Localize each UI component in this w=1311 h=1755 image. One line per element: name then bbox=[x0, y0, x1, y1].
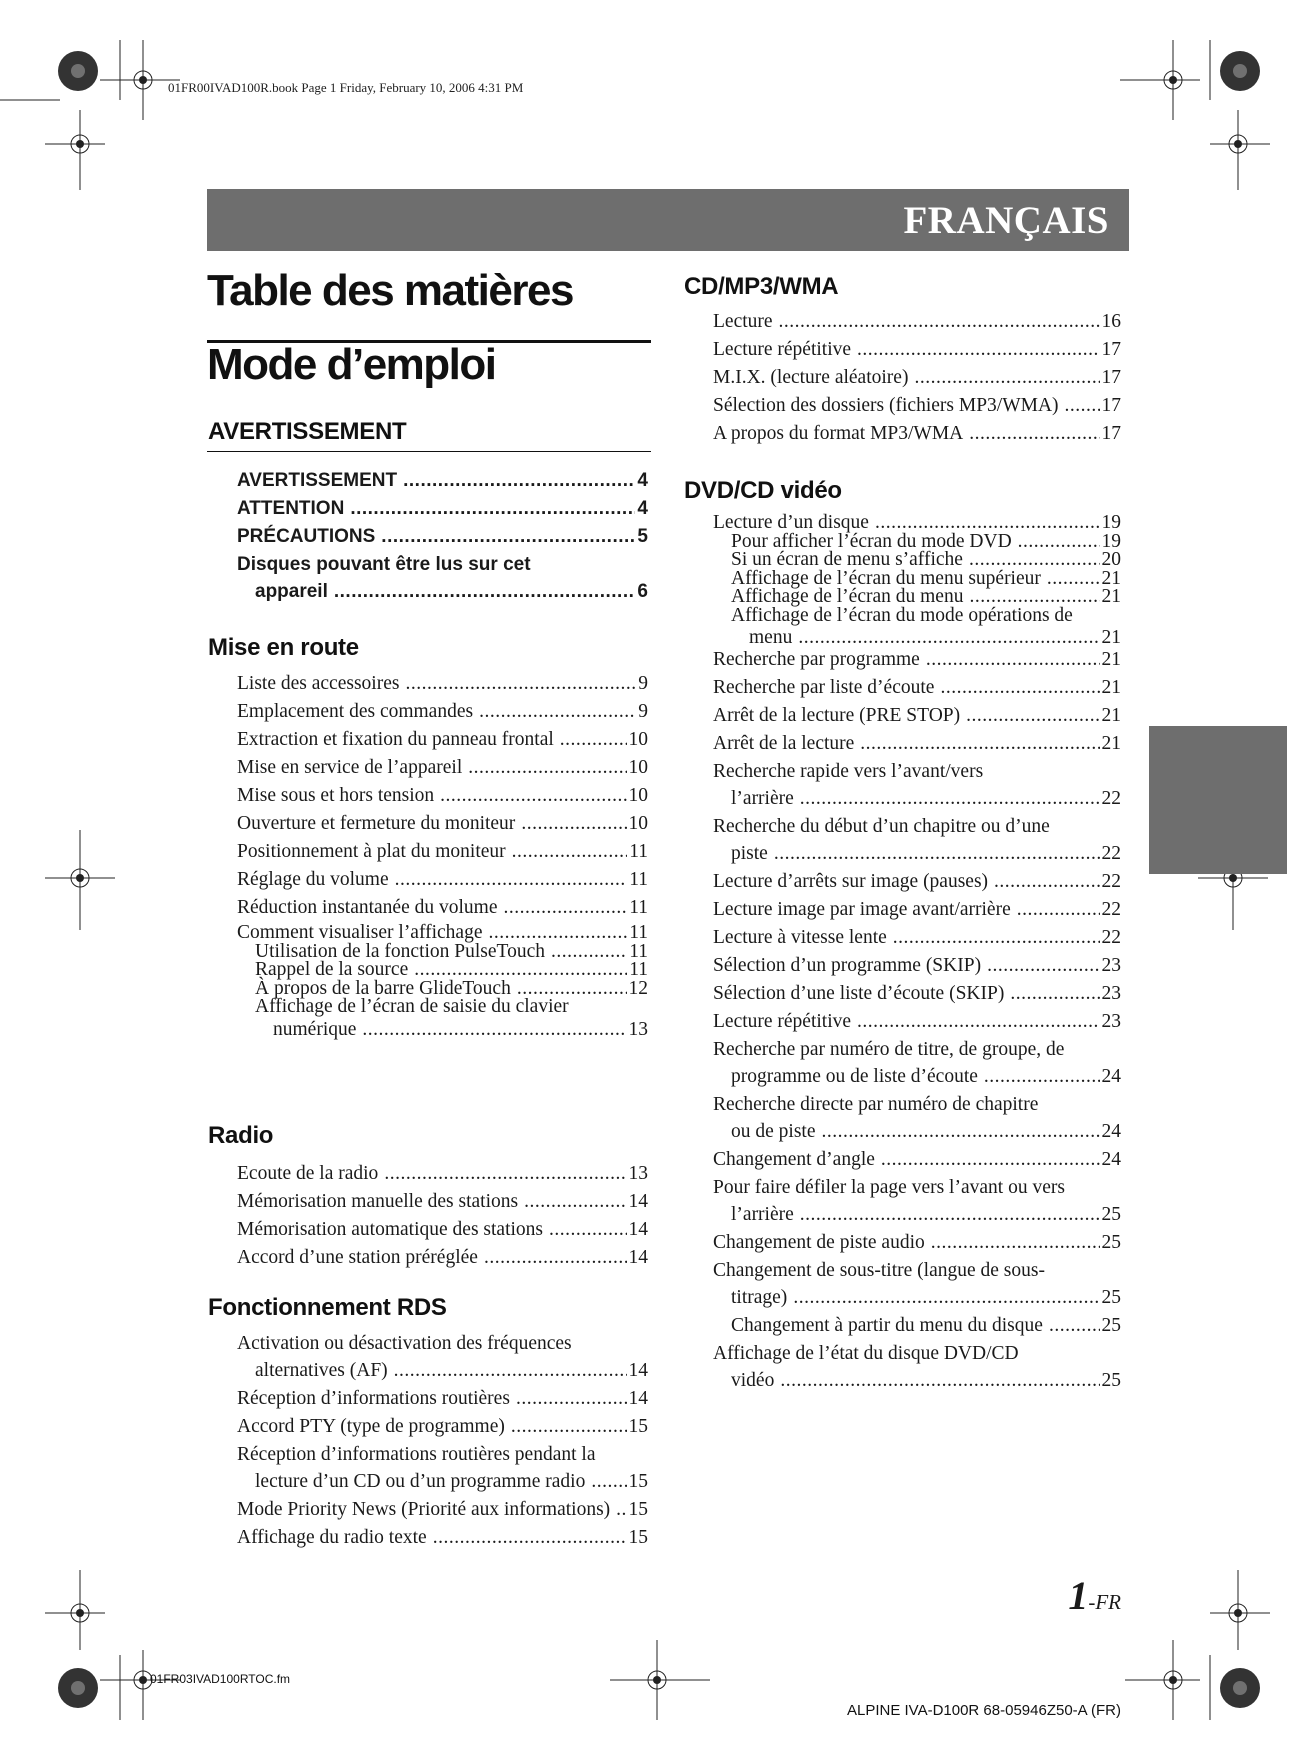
dot-leader bbox=[440, 782, 626, 809]
toc-page-number: 21 bbox=[1101, 732, 1121, 754]
toc-entry-label: Sélection des dossiers (fichiers MP3/WMA) bbox=[713, 395, 1059, 416]
section-heading-rds: Fonctionnement RDS bbox=[208, 1294, 447, 1321]
toc-entry-label: Pour faire défiler la page vers l’avant ou vers bbox=[713, 1176, 1065, 1198]
toc-page-number: 21 bbox=[1101, 586, 1121, 607]
toc-entry-label-cont: menu bbox=[749, 627, 793, 648]
toc-entry[interactable] bbox=[713, 308, 1121, 335]
toc-entry-label: Rappel de la source bbox=[255, 959, 409, 980]
dot-leader bbox=[394, 1357, 627, 1384]
toc-entry-label-cont: alternatives (AF) bbox=[255, 1360, 388, 1381]
toc-entry[interactable] bbox=[237, 1216, 648, 1243]
toc-page-number: 13 bbox=[628, 1018, 648, 1040]
toc-page-number: 21 bbox=[1101, 704, 1121, 726]
toc-entry-label: Changement de sous-titre (langue de sous- bbox=[713, 1259, 1045, 1281]
dot-leader bbox=[914, 364, 1099, 391]
toc-page-number: 11 bbox=[629, 869, 648, 890]
toc-page-number: 5 bbox=[637, 526, 648, 547]
page-subtitle: Mode d’emploi bbox=[207, 340, 496, 389]
dot-leader bbox=[433, 1524, 627, 1551]
toc-entry[interactable] bbox=[237, 1385, 648, 1412]
toc-page-number: 11 bbox=[629, 897, 648, 918]
toc-page-number: 17 bbox=[1101, 367, 1121, 388]
toc-entry-label-cont: lecture d’un CD ou d’un programme radio bbox=[255, 1471, 586, 1492]
banner-text: FRANÇAIS bbox=[903, 198, 1109, 242]
toc-entry[interactable] bbox=[713, 813, 1121, 867]
toc-page-number: 22 bbox=[1101, 787, 1121, 809]
toc-entry[interactable] bbox=[237, 1160, 648, 1187]
toc-entry[interactable] bbox=[713, 674, 1121, 701]
language-banner bbox=[207, 189, 1129, 251]
dot-leader bbox=[893, 924, 1100, 951]
toc-page-number: 14 bbox=[628, 1219, 648, 1240]
toc-entry-label-cont: l’arrière bbox=[731, 787, 794, 809]
toc-page-number: 20 bbox=[1101, 549, 1121, 570]
toc-page-number: 25 bbox=[1101, 1231, 1121, 1253]
print-footer: 01FR03IVAD100RTOC.fm bbox=[150, 1672, 291, 1686]
dot-leader bbox=[800, 1201, 1100, 1228]
toc-entry-label: Extraction et fixation du panneau frontal bbox=[237, 729, 554, 750]
section-heading-mise-en-route: Mise en route bbox=[208, 634, 359, 661]
toc-entry-label: Mise sous et hors tension bbox=[237, 785, 435, 806]
toc-entry-label: Réglage du volume bbox=[237, 869, 389, 890]
dot-leader bbox=[521, 810, 626, 837]
toc-entry[interactable] bbox=[237, 523, 648, 550]
toc-page-number: 22 bbox=[1101, 898, 1121, 920]
model-code: ALPINE IVA-D100R 68-05946Z50-A (FR) bbox=[846, 1702, 1121, 1719]
toc-entry-label-cont: l’arrière bbox=[731, 1203, 794, 1225]
toc-entry-label: Emplacement des commandes bbox=[237, 701, 474, 722]
toc-entry-label: Lecture d’arrêts sur image (pauses) bbox=[713, 870, 989, 892]
toc-entry[interactable] bbox=[713, 605, 1121, 650]
toc-entry[interactable] bbox=[237, 1441, 648, 1495]
toc-entry-label: Affichage de l’écran du mode opérations de bbox=[731, 604, 1073, 626]
toc-entry-label: Si un écran de menu s’affiche bbox=[731, 549, 963, 570]
toc-entry[interactable] bbox=[237, 467, 648, 494]
page-suffix: -FR bbox=[1088, 1590, 1121, 1614]
toc-page-number: 24 bbox=[1101, 1065, 1121, 1087]
toc-entry[interactable] bbox=[713, 1312, 1121, 1339]
toc-page-number: 21 bbox=[1101, 676, 1121, 698]
dot-leader bbox=[931, 1229, 1100, 1256]
toc-entry-label: Réduction instantanée du volume bbox=[237, 897, 498, 918]
toc-entry-label: AVERTISSEMENT bbox=[237, 470, 398, 491]
dot-leader bbox=[1065, 392, 1100, 419]
toc-entry-label: Lecture répétitive bbox=[713, 1010, 852, 1032]
toc-entry[interactable] bbox=[713, 730, 1121, 757]
toc-page-number: 10 bbox=[628, 785, 648, 806]
toc-page-number: 11 bbox=[629, 841, 648, 862]
toc-entry-label-cont: appareil bbox=[255, 581, 328, 602]
toc-page-number: 11 bbox=[629, 940, 648, 962]
toc-entry[interactable] bbox=[237, 1496, 648, 1523]
toc-entry[interactable] bbox=[237, 1188, 648, 1215]
toc-entry-label: À propos de la barre GlideTouch bbox=[255, 977, 511, 999]
toc-entry[interactable] bbox=[713, 1229, 1121, 1256]
dot-leader bbox=[1017, 896, 1100, 923]
toc-list-avertissement bbox=[237, 467, 648, 606]
toc-page-number: 23 bbox=[1101, 982, 1121, 1004]
dot-leader bbox=[591, 1468, 626, 1495]
toc-page-number: 17 bbox=[1101, 339, 1121, 360]
toc-page-number: 25 bbox=[1101, 1314, 1121, 1336]
toc-entry-label-cont: piste bbox=[731, 842, 768, 864]
toc-page-number: 10 bbox=[628, 729, 648, 750]
toc-page-number: 17 bbox=[1101, 423, 1121, 444]
toc-entry[interactable] bbox=[237, 996, 648, 1041]
dot-leader bbox=[857, 1008, 1099, 1035]
dot-leader bbox=[479, 698, 636, 725]
toc-entry-label: PRÉCAUTIONS bbox=[237, 526, 376, 547]
toc-entry-label: Réception d’informations routières bbox=[237, 1388, 510, 1409]
toc-page-number: 25 bbox=[1101, 1286, 1121, 1308]
toc-entry-label: ATTENTION bbox=[237, 498, 345, 519]
dot-leader bbox=[966, 702, 1099, 729]
toc-entry[interactable] bbox=[713, 646, 1121, 673]
dot-leader bbox=[994, 868, 1099, 895]
toc-entry[interactable] bbox=[713, 868, 1121, 895]
toc-entry[interactable] bbox=[237, 810, 648, 837]
toc-entry[interactable] bbox=[713, 1174, 1121, 1228]
toc-entry[interactable] bbox=[713, 1036, 1121, 1090]
toc-list-cd bbox=[713, 308, 1121, 448]
toc-entry-label: Recherche rapide vers l’avant/vers bbox=[713, 760, 984, 782]
toc-page-number: 4 bbox=[637, 498, 648, 519]
toc-entry-label: Liste des accessoires bbox=[237, 673, 400, 694]
toc-entry-label: Affichage de l’écran du menu bbox=[731, 586, 964, 607]
toc-entry-label: Arrêt de la lecture bbox=[713, 732, 855, 754]
toc-entry-label: Pour afficher l’écran du mode DVD bbox=[731, 530, 1012, 552]
side-tab bbox=[1149, 726, 1287, 874]
toc-entry[interactable] bbox=[713, 896, 1121, 923]
dot-leader bbox=[511, 1413, 627, 1440]
toc-entry[interactable] bbox=[237, 782, 648, 809]
dot-leader bbox=[860, 730, 1099, 757]
section-heading-avertissement: AVERTISSEMENT bbox=[208, 418, 407, 445]
toc-entry-label: Ouverture et fermeture du moniteur bbox=[237, 813, 516, 834]
page-number: 1 bbox=[1068, 1573, 1089, 1618]
toc-entry[interactable] bbox=[713, 1146, 1121, 1173]
toc-entry-label: Mémorisation automatique des stations bbox=[237, 1219, 543, 1240]
toc-page-number: 19 bbox=[1101, 512, 1121, 533]
toc-entry-label-cont: numérique bbox=[273, 1018, 357, 1040]
toc-entry[interactable] bbox=[713, 392, 1121, 419]
toc-page-number: 21 bbox=[1101, 567, 1121, 589]
toc-entry[interactable] bbox=[237, 726, 648, 753]
toc-entry[interactable] bbox=[237, 866, 648, 893]
toc-list-dvd bbox=[713, 512, 1121, 1395]
dot-leader bbox=[395, 866, 628, 893]
toc-entry-label-cont: ou de piste bbox=[731, 1120, 816, 1142]
dot-leader bbox=[384, 1160, 626, 1187]
toc-entry-label: Recherche par programme bbox=[713, 648, 920, 670]
toc-entry-label: Sélection d’une liste d’écoute (SKIP) bbox=[713, 982, 1005, 1004]
toc-entry-label: Changement d’angle bbox=[713, 1148, 875, 1170]
dot-leader bbox=[926, 646, 1100, 673]
toc-entry-label: Accord PTY (type de programme) bbox=[237, 1416, 505, 1437]
toc-page-number: 15 bbox=[628, 1471, 648, 1492]
toc-page-number: 19 bbox=[1101, 530, 1121, 552]
toc-entry-label: Ecoute de la radio bbox=[237, 1163, 379, 1184]
toc-page-number: 24 bbox=[1101, 1120, 1121, 1142]
toc-page-number: 22 bbox=[1101, 870, 1121, 892]
toc-entry-label: M.I.X. (lecture aléatoire) bbox=[713, 367, 909, 388]
toc-entry[interactable] bbox=[713, 1008, 1121, 1035]
dot-leader bbox=[516, 1385, 627, 1412]
toc-page-number: 22 bbox=[1101, 926, 1121, 948]
toc-page-number: 14 bbox=[628, 1247, 648, 1268]
toc-page-number: 21 bbox=[1101, 648, 1121, 670]
toc-page-number: 16 bbox=[1101, 311, 1121, 332]
toc-page-number: 25 bbox=[1101, 1369, 1121, 1391]
toc-entry[interactable] bbox=[237, 1330, 648, 1384]
toc-page-number: 14 bbox=[628, 1191, 648, 1212]
toc-page-number: 14 bbox=[628, 1360, 648, 1381]
toc-page-number: 11 bbox=[629, 922, 648, 943]
toc-page-number: 24 bbox=[1101, 1148, 1121, 1170]
page-title: Table des matières bbox=[207, 266, 573, 315]
toc-entry-label-cont: titrage) bbox=[731, 1286, 788, 1308]
toc-list-mise-en-route bbox=[237, 670, 648, 1040]
section-rule bbox=[207, 451, 651, 452]
toc-entry[interactable] bbox=[713, 924, 1121, 951]
toc-list-rds bbox=[237, 1330, 648, 1552]
dot-leader bbox=[484, 1244, 627, 1271]
dot-leader bbox=[560, 726, 627, 753]
toc-entry-label: Recherche par liste d’écoute bbox=[713, 676, 935, 698]
toc-page-number: 21 bbox=[1101, 627, 1121, 648]
toc-entry[interactable] bbox=[713, 980, 1121, 1007]
toc-page-number: 17 bbox=[1101, 395, 1121, 416]
dot-leader bbox=[503, 894, 627, 921]
toc-page-number: 15 bbox=[628, 1416, 648, 1437]
dot-leader bbox=[984, 1063, 1100, 1090]
dot-leader bbox=[549, 1216, 627, 1243]
toc-entry-label: Affichage de l’écran de saisie du clavier bbox=[255, 996, 569, 1017]
toc-entry-label: Accord d’une station préréglée bbox=[237, 1247, 478, 1268]
toc-entry-label: Recherche du début d’un chapitre ou d’une bbox=[713, 815, 1050, 837]
toc-entry-label: Mémorisation manuelle des stations bbox=[237, 1191, 519, 1212]
toc-entry-label: Disques pouvant être lus sur cet bbox=[237, 554, 531, 575]
dot-leader bbox=[1049, 1312, 1100, 1339]
toc-entry-label: Lecture à vitesse lente bbox=[713, 926, 887, 948]
toc-entry[interactable] bbox=[237, 670, 648, 697]
dot-leader bbox=[468, 754, 626, 781]
page-number-block bbox=[1068, 1572, 1121, 1619]
toc-entry-label: Changement de piste audio bbox=[713, 1231, 925, 1253]
toc-entry-label: Mode Priority News (Priorité aux informations) bbox=[237, 1499, 611, 1520]
dot-leader bbox=[381, 523, 635, 550]
toc-entry[interactable] bbox=[713, 1257, 1121, 1311]
toc-page-number: 14 bbox=[628, 1388, 648, 1409]
toc-entry[interactable] bbox=[237, 1413, 648, 1440]
dot-leader bbox=[350, 495, 635, 522]
toc-page-number: 9 bbox=[638, 701, 648, 722]
toc-page-number: 13 bbox=[628, 1163, 648, 1184]
dot-leader bbox=[1010, 980, 1099, 1007]
toc-entry-label: Mise en service de l’appareil bbox=[237, 757, 463, 778]
toc-entry[interactable] bbox=[713, 1340, 1121, 1394]
toc-entry-label: Sélection d’un programme (SKIP) bbox=[713, 954, 982, 976]
toc-entry[interactable] bbox=[713, 758, 1121, 812]
toc-entry[interactable] bbox=[713, 952, 1121, 979]
section-heading-radio: Radio bbox=[208, 1122, 274, 1149]
toc-page-number: 25 bbox=[1101, 1203, 1121, 1225]
dot-leader bbox=[881, 1146, 1100, 1173]
toc-entry-label: A propos du format MP3/WMA bbox=[713, 423, 964, 444]
dot-leader bbox=[524, 1188, 626, 1215]
toc-entry-label: Réception d’informations routières pendant la bbox=[237, 1444, 596, 1465]
toc-entry[interactable] bbox=[237, 551, 648, 605]
toc-entry-label: Arrêt de la lecture (PRE STOP) bbox=[713, 704, 961, 726]
dot-leader bbox=[362, 1019, 626, 1042]
toc-page-number: 23 bbox=[1101, 1010, 1121, 1032]
toc-entry[interactable] bbox=[713, 1091, 1121, 1145]
toc-entry-label: Affichage de l’état du disque DVD/CD bbox=[713, 1342, 1019, 1364]
toc-entry[interactable] bbox=[237, 838, 648, 865]
dot-leader bbox=[940, 674, 1099, 701]
dot-leader bbox=[780, 1367, 1099, 1394]
toc-entry[interactable] bbox=[713, 702, 1121, 729]
toc-page-number: 10 bbox=[628, 813, 648, 834]
toc-entry[interactable] bbox=[237, 698, 648, 725]
toc-entry-label-cont: vidéo bbox=[731, 1369, 775, 1391]
toc-entry[interactable] bbox=[237, 495, 648, 522]
toc-entry-label: Lecture répétitive bbox=[713, 339, 852, 360]
dot-leader bbox=[512, 838, 628, 865]
toc-entry[interactable] bbox=[713, 364, 1121, 391]
dot-leader bbox=[774, 840, 1100, 867]
dot-leader bbox=[793, 1284, 1099, 1311]
toc-entry-label: Lecture d’un disque bbox=[713, 512, 869, 533]
toc-entry[interactable] bbox=[713, 336, 1121, 363]
toc-list-radio bbox=[237, 1160, 648, 1272]
toc-entry-label: Recherche par numéro de titre, de groupe, de bbox=[713, 1038, 1065, 1060]
toc-page-number: 4 bbox=[637, 470, 648, 491]
dot-leader bbox=[405, 670, 636, 697]
dot-leader bbox=[800, 785, 1100, 812]
toc-entry-label: Affichage de l’écran du menu supérieur bbox=[731, 567, 1041, 589]
toc-entry[interactable] bbox=[713, 420, 1121, 447]
toc-entry[interactable] bbox=[237, 894, 648, 921]
toc-page-number: 15 bbox=[628, 1499, 648, 1520]
toc-entry[interactable] bbox=[237, 1244, 648, 1271]
section-heading-cd: CD/MP3/WMA bbox=[684, 273, 839, 300]
dot-leader bbox=[857, 336, 1099, 363]
dot-leader bbox=[779, 308, 1100, 335]
toc-entry[interactable] bbox=[237, 1524, 648, 1551]
toc-entry-label: Changement à partir du menu du disque bbox=[731, 1314, 1043, 1336]
section-heading-dvd: DVD/CD vidéo bbox=[684, 477, 842, 504]
toc-page-number: 6 bbox=[637, 581, 648, 602]
toc-page-number: 23 bbox=[1101, 954, 1121, 976]
toc-entry-label: Utilisation de la fonction PulseTouch bbox=[255, 940, 546, 962]
dot-leader bbox=[987, 952, 1099, 979]
toc-entry[interactable] bbox=[237, 754, 648, 781]
toc-entry-label-cont: programme ou de liste d’écoute bbox=[731, 1065, 978, 1087]
toc-entry-label: Lecture bbox=[713, 311, 773, 332]
dot-leader bbox=[969, 420, 1099, 447]
toc-page-number: 22 bbox=[1101, 842, 1121, 864]
dot-leader bbox=[616, 1496, 626, 1523]
toc-page-number: 15 bbox=[628, 1527, 648, 1548]
toc-page-number: 12 bbox=[628, 977, 648, 999]
toc-page-number: 9 bbox=[638, 673, 648, 694]
print-header: 01FR00IVAD100R.book Page 1 Friday, February 10, 2006 4:31 PM bbox=[168, 80, 524, 95]
dot-leader bbox=[334, 578, 636, 605]
toc-entry-label: Activation ou désactivation des fréquences bbox=[237, 1333, 572, 1354]
dot-leader bbox=[403, 467, 635, 494]
toc-page-number: 10 bbox=[628, 757, 648, 778]
toc-entry-label: Lecture image par image avant/arrière bbox=[713, 898, 1011, 920]
toc-entry-label: Comment visualiser l’affichage bbox=[237, 922, 483, 943]
dot-leader bbox=[821, 1118, 1099, 1145]
toc-entry-label: Affichage du radio texte bbox=[237, 1527, 427, 1548]
toc-entry-label: Positionnement à plat du moniteur bbox=[237, 841, 506, 862]
toc-entry-label: Recherche directe par numéro de chapitre bbox=[713, 1093, 1039, 1115]
toc-page-number: 11 bbox=[629, 959, 648, 980]
